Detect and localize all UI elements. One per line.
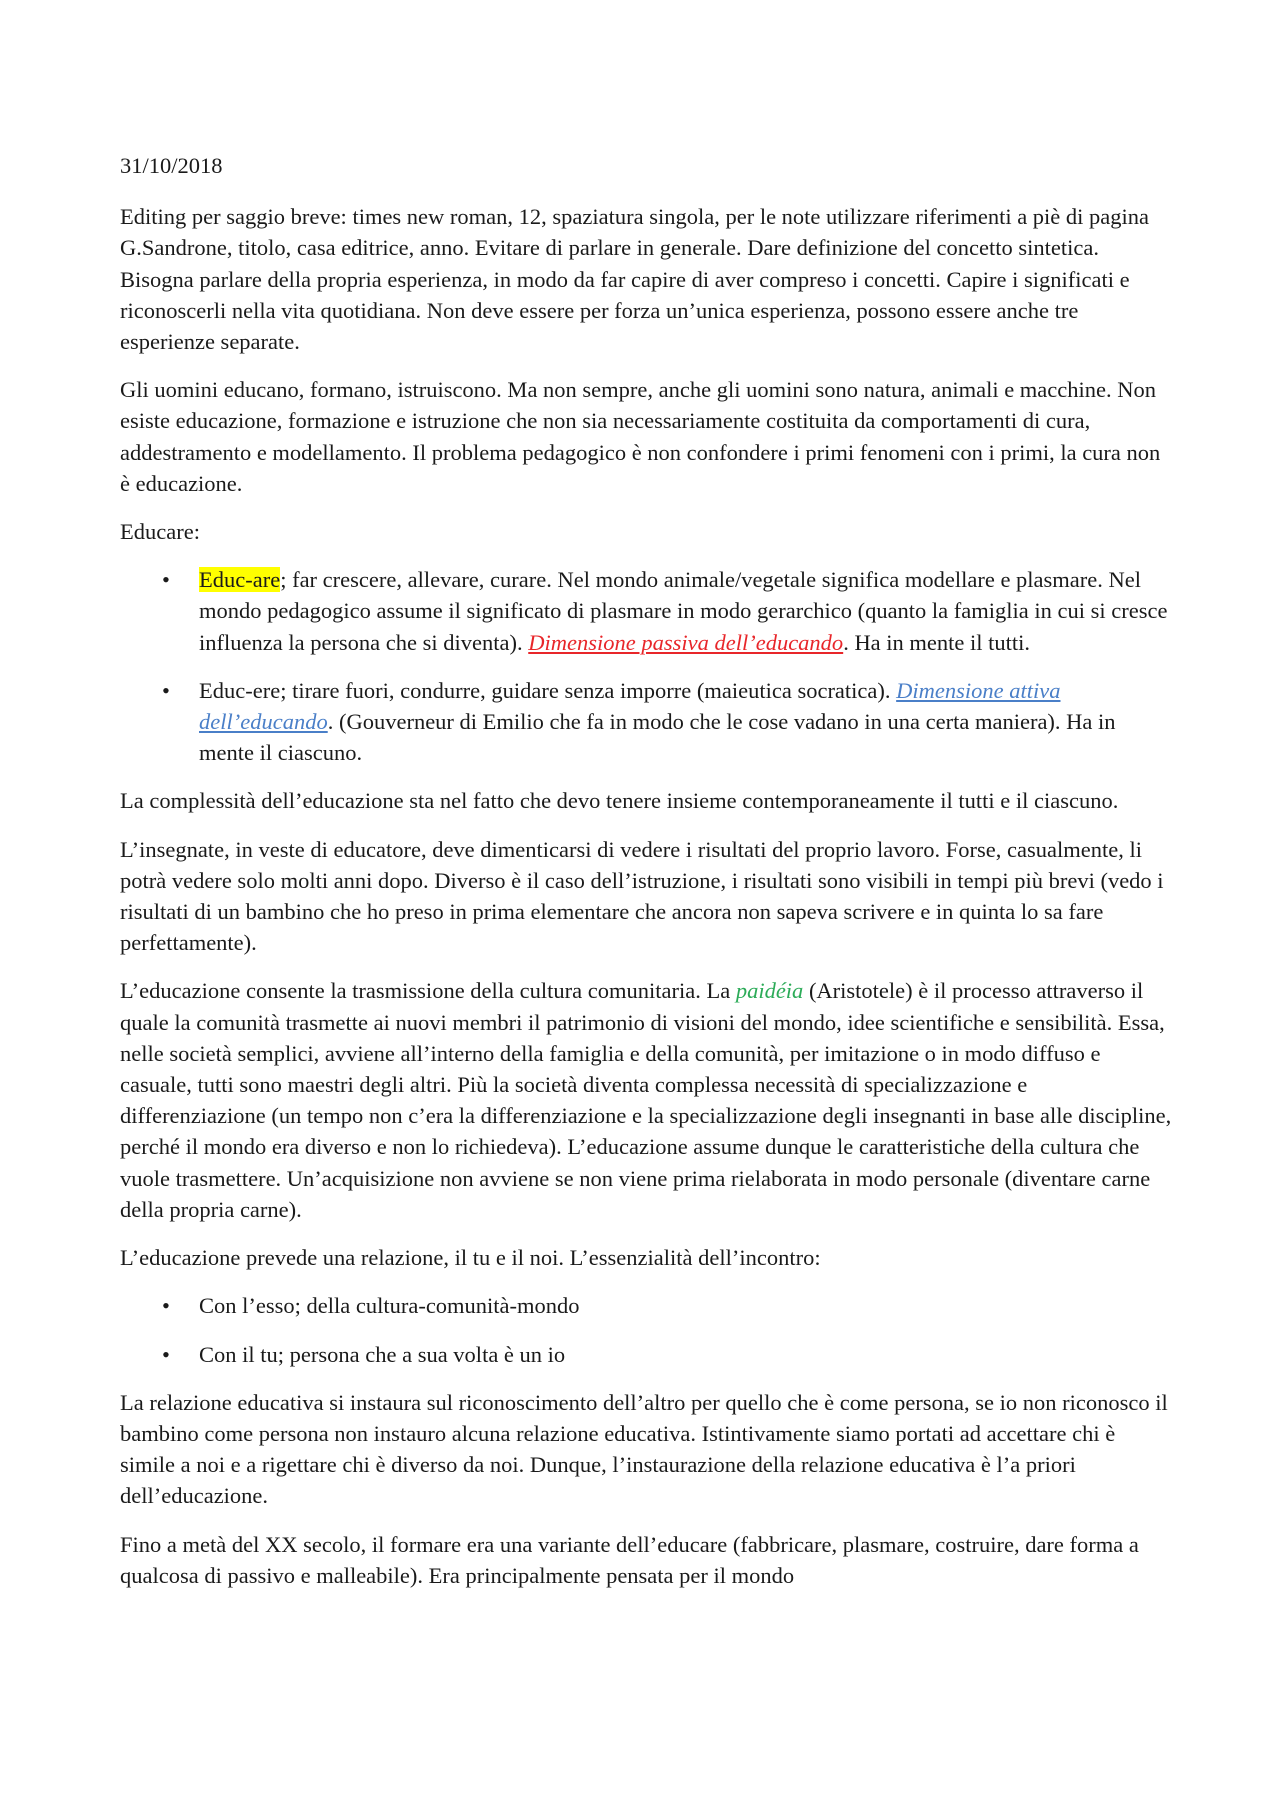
paragraph-uomini: Gli uomini educano, formano, istruiscono. Ma non sempre, anche gli uomini sono natura, animali e macchine. Non esiste educazione, formazione e istruzione che non sia necessariamente costituita da comportamenti di cura, addestramento e modellamento. Il problema pedagogico è non confondere i primi fenomeni con i primi, la cura non è educazione. [120, 377, 1161, 496]
list-item-text: Educ-ere; tirare fuori, condurre, guidare senza imporre (maieutica socratica). [199, 677, 897, 703]
list-item-text: ; far crescere, allevare, curare. Nel mondo animale/vegetale significa modellare e plasmare. Nel mondo pedagogico assume il significato di plasmare in modo gerarchico (quanto la famiglia in cui si cresce influenza la persona che si diventa). [199, 567, 1168, 655]
bullet-icon: • [162, 677, 170, 703]
document-body [120, 150, 1172, 1608]
list-item-text: Con l’esso; della cultura-comunità-mondo [199, 1293, 580, 1319]
paideia-post: (Aristotele) è il processo attraverso il quale la comunità trasmette ai nuovi membri il patrimonio di visioni del mondo, idee scientifiche e sensibilità. Essa, nelle società semplici, avviene all’interno della famiglia e della comunità, per imitazione o in modo diffuso e casuale, tutti sono maestri degli altri. Più la società diventa complessa necessità di specializzazione e differenziazione (un tempo non c’era la differenziazione e la specializzazione degli insegnanti in base alle discipline, perché il mondo era diverso e non lo richiedeva). L’educazione assume dunque le caratteristiche della cultura che vuole trasmettere. Un’acquisizione non avviene se non viene prima rielaborata in modo personale (diventare carne della propria carne). [120, 978, 1172, 1222]
paideia-pre: L’educazione consente la trasmissione della cultura comunitaria. La [120, 978, 736, 1004]
list-item-tu [120, 1339, 1172, 1370]
paragraph-relazione: L’educazione prevede una relazione, il tu e il noi. L’essenzialità dell’incontro: [120, 1245, 821, 1271]
paragraph-relazione-educativa: La relazione educativa si instaura sul riconoscimento dell’altro per quello che è come persona, se io non riconosco il bambino come persona non instauro alcuna relazione educativa. Istintivamente siamo portati ad accettare chi è simile a noi e a rigettare chi è diverso da noi. Dunque, l’instaurazione della relazione educativa è l’a priori dell’educazione. [120, 1389, 1168, 1509]
date-line: 31/10/2018 [120, 153, 223, 178]
bullet-icon: • [162, 1293, 170, 1319]
paragraph-formare: Fino a metà del XX secolo, il formare era una variante dell’educare (fabbricare, plasmare, costruire, dare forma a qualcosa di passivo e malleabile). Era principalmente pensata per il mondo [120, 1531, 1139, 1588]
bullet-icon: • [162, 567, 170, 593]
paragraph-paideia [120, 975, 1172, 1225]
list-item-educ-ere [120, 675, 1172, 769]
heading-educare: Educare: [120, 519, 200, 545]
list-item-tail: . (Gouverneur di Emilio che fa in modo che le cose vadano in una certa maniera). Ha in mente il ciascuno. [199, 709, 1116, 766]
list-item-tail: . Ha in mente il tutti. [843, 629, 1031, 655]
highlighted-term: Educ-are [199, 567, 281, 593]
paragraph-editing: Editing per saggio breve: times new roman, 12, spaziatura singola, per le note utilizzare riferimenti a piè di pagina G.Sandrone, titolo, casa editrice, anno. Evitare di parlare in generale. Dare definizione del concetto sintetica. Bisogna parlare della propria esperienza, in modo da far capire di aver compreso i concetti. Capire i significati e riconoscerli nella vita quotidiana. Non deve essere per forza un’unica esperienza, possono essere anche tre esperienze separate. [120, 204, 1150, 355]
paideia-term: paidéia [735, 978, 804, 1004]
link-dimensione-passiva[interactable]: Dimensione passiva dell’educando [528, 629, 844, 655]
educare-list [120, 564, 1172, 768]
link-dimensione-attiva[interactable]: Dimensione attiva dell’educando [199, 677, 1061, 735]
list-item-educ-are [120, 564, 1172, 658]
bullet-icon: • [162, 1341, 170, 1367]
paragraph-insegnate: L’insegnate, in veste di educatore, deve dimenticarsi di vedere i risultati del proprio lavoro. Forse, casualmente, li potrà vedere solo molti anni dopo. Diverso è il caso dell’istruzione, i risultati sono visibili in tempi più brevi (vedo i risultati di un bambino che ho preso in prima elementare che ancora non sapeva scrivere e in quinta lo sa fare perfettamente). [120, 836, 1164, 956]
paragraph-complessita: La complessità dell’educazione sta nel fatto che devo tenere insieme contemporaneamente il tutti e il ciascuno. [120, 788, 1119, 814]
incontro-list [120, 1290, 1172, 1369]
list-item-esso [120, 1290, 1172, 1321]
list-item-text: Con il tu; persona che a sua volta è un io [199, 1341, 566, 1367]
